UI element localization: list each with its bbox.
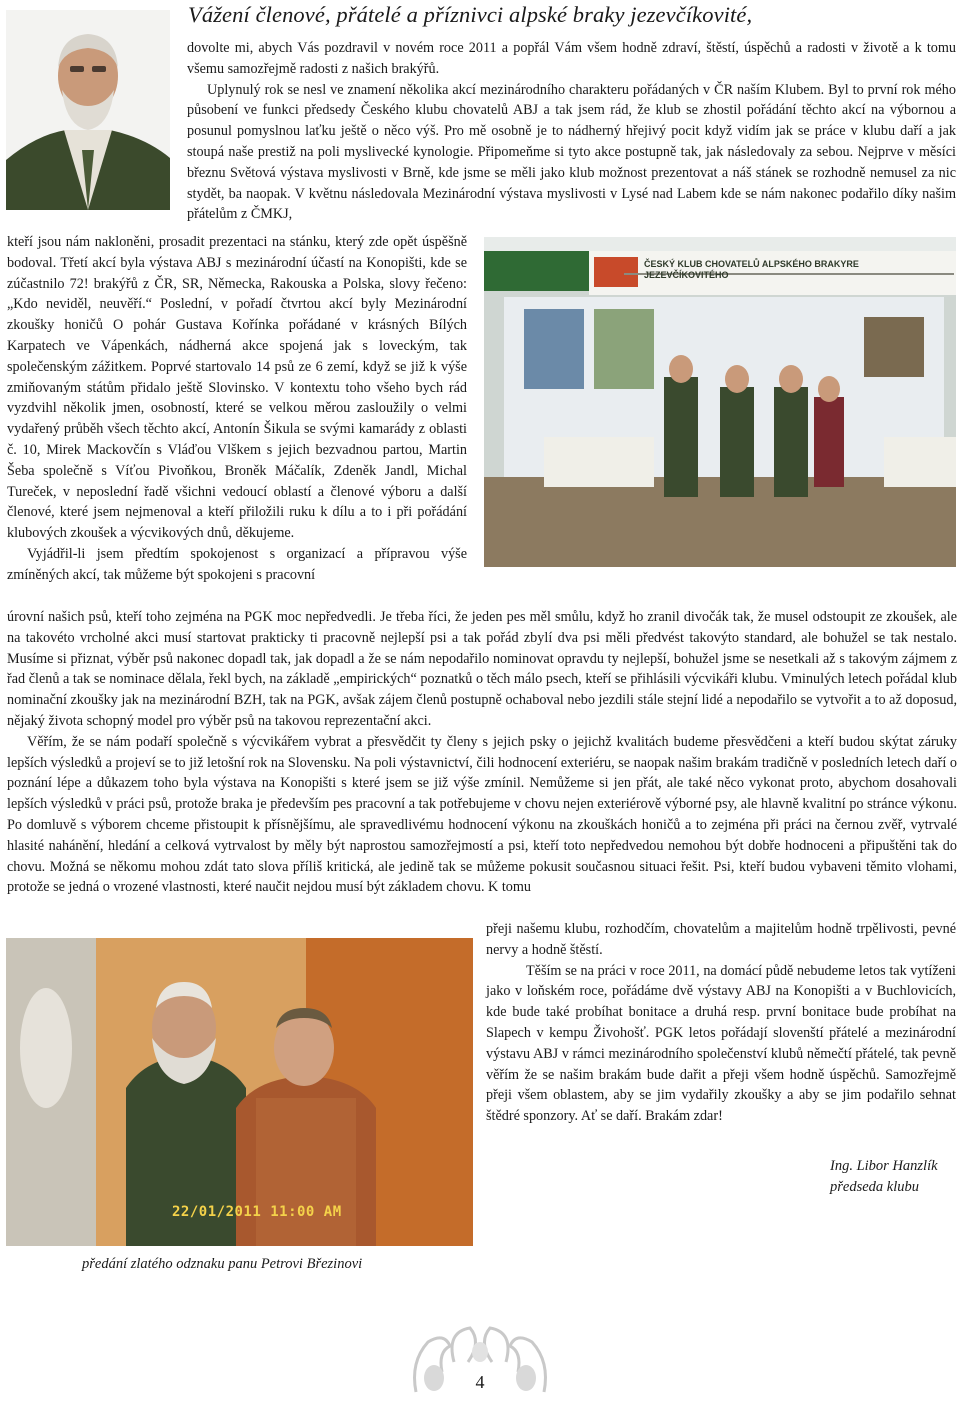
portrait-photo: [6, 10, 170, 210]
left-paragraph-events: kteří jsou nám nakloněni, prosadit prezentaci na stánku, který zde opět úspěšně bodoval. Třetí akcí byla výstava ABJ s mezinárodní účastí na Konopišti, kde se zúčastnilo 72! brakýřů z ČR, SR, Německa, Rakouska a Polska, slovy řečeno: „Kdo neviděl, neuvěří.“ Poslední, v pořadí čtvrtou akcí byly Mezinárodní zkoušky honičů O pohár Gustava Kořínka pořádané v krásných Bílých Karpatech ve Vápenkách, nádherná akce spojená jak s loveckým, tak společenským zážitkem. Poprvé startovalo 14 psů ze 6 zemí, když se již k výše zmiňovaným státům přidalo ještě Slovinsko. V kontextu toho všeho bych rád vyzdvihl několik jmen, osobností, které se velkou měrou zasloužily o velmi vydařený průběh všech těchto akcí, Antonín Šikula se svými kamarády z oblasti č. 10, Mirek Mackovčín s Vláďou Vlškem s jejich bezvadnou partou, Martin Šeba společně s Víťou Pivoňkou, Broněk Máčalík, Zdeněk Jandl, Michal Tureček, v neposlední řadě všichni vedoucí oblastí a členové výboru a další členové, které jsem nejmenoval a kteří přiložili ruku k dílu a to i při pořádání klubových zkoušek a výcvikových dnů, děkujeme.: [7, 234, 467, 542]
booth-illustration: [484, 237, 956, 567]
full-width-text: [7, 607, 957, 898]
signature: [830, 1156, 958, 1197]
award-photo: [6, 938, 473, 1246]
full-paragraph-results: úrovní našich psů, kteří toho zejména na PGK moc nepředvedli. Je třeba říci, že jeden pes měl smůlu, když ho zranil divočák tak, že musel odstoupit ze zkoušek, ale na takovéto vrcholné akci musí startovat prakticky ti pracovně nejlepší psi a tak pořád zbylí dva psi měli předvést takovýto standard, ale bohužel se tak nestalo. Musíme si přiznat, výběr psů nakonec dopadl tak, jak dopadl a že se nám nepodařilo nominovat opravdu ty nejlepší, bohužel jsme se nesetkali až s takovým zájmem z řad členů a tak se nominace dělala, řekl bych, na základě „empirických“ poznatků o těch málo psech, kteří se přihlásili výcvikáři klubu. Vminulých letech pořádal klub nominační zkoušky jak na mezinárodní BZH, tak na PGK, avšak zájem členů postupně ochaboval nebo jezdili stále stejní lidé a nepodařilo se vytvořit a to až doposud, nějaký života schopný model pro výběr psů na takovou reprezentační akci.: [7, 609, 957, 729]
booth-photo: [484, 237, 956, 567]
photo-date-stamp: 22/01/2011 11:00 AM: [172, 1204, 342, 1220]
page-title: Vážení členové, přátelé a příznivci alpské braky jezevčíkovité,: [188, 2, 753, 27]
booth-sign: ČESKÝ KLUB CHOVATELŮ ALPSKÉHO BRAKYRE JEZEVČÍKOVITÉHO: [644, 259, 859, 280]
right-paragraph-plans: Těším se na práci v roce 2011, na domácí půdě nebudeme letos tak vytíženi jako v loňském roce, pořádáme dvě výstavy ABJ na Konopišti a v Buchlovicích, kde bude také probíhat bonitace a druhá resp. první bonitace bude probíhat na Slapech v kempu Živohošť. PGK letos pořádají slovenští přátelé a mezinárodní výstavu ABJ v rámci mezinárodního společenství klubů němečtí přátelé, tak pevně věřím že se našim brakám bude dařit a přeji všem hodně úspěchů. Samozřejmě přeji všem oblastem, aby se jim vydařily zkoušky a aby se jim podařilo sehnat štědré sponzory. Ať se daří. Brakám zdar!: [486, 962, 956, 1125]
right-column-text: [486, 919, 956, 1127]
page-number: 4: [475, 1372, 485, 1392]
intro-paragraph-events: Uplynulý rok se nesl ve znamení několika akcí mezinárodního charakteru pořádaných v ČR naším Klubem. Byl to první rok mého působení ve funkci předsedy Českého klubu chovatelů ABJ a tak jsem rád, že klub se zhostil pořádání těchto akcí na výbornou a posunul pomyslnou laťku ještě o něco výš. Pro mě osobně je to nádherný hřejivý pocit když vidím jak se práce v klubu daří a jak stoupá naše prestiž na poli myslivecké kynologie. Připomeňme si tyto akce postupně tak, jak následovaly za sebou. Nejprve v měsíci březnu Světová výstava myslivosti v Brně, kde jsme se měli jako klub možnost prezentovat a náš stánek se rozhodně nemusel za nic stydět, ba naopak. V květnu následovala Mezinárodní výstava myslivosti v Lysé nad Labem kde se nám nakonec podařilo díky našim přátelům z ČMKJ,: [187, 81, 956, 223]
left-column-text: [7, 232, 467, 586]
signature-name: Ing. Libor Hanzlík: [830, 1158, 938, 1174]
intro-paragraph-greeting: dovolte mi, abych Vás pozdravil v novém roce 2011 a popřál Vám všem hodně zdraví, štěstí, úspěchů a radosti v životě a k tomu všemu samozřejmě radosti z našich brakýřů.: [187, 40, 956, 77]
intro-text: [187, 38, 956, 225]
award-photo-caption: předání zlatého odznaku panu Petrovi Březinovi: [82, 1256, 363, 1272]
full-paragraph-future: Věřím, že se nám podaří společně s výcvikářem vybrat a přesvědčit ty členy s jejich psky o jejichž kvalitách budeme přesvědčeni a kteří budou skýtat záruky lepších výsledků a projeví se to již letošní rok na Slovensku. Na poli výstavnictví, čili hodnocení exteriéru, se naopak našim brakám tradičně v posledních letech daří o poznání lépe a důkazem toho byla výstava na Konopišti s které jsem se již výše zmínil. Nemůžeme si jen přát, ale také něco vykonat proto, abychom dosahovali lepších výsledků v práci psů, protože braka je především pes pracovní a tak potřebujeme v chovu nejen exteriérově výborné psy, ale hlavně kvalitní po stránce výkonu. Po domluvě s výborem chceme přistoupit k přísnějšímu, ale spravedlivému hodnocení výkonu na zkouškách honičů a to zejména při práci na černou zvěř, vytrvalé hlasité nahánění, hledání a celková vytrvalost by měly být naprostou samozřejmostí a psi, kteří toto nepředvedou nemohou být dobře hodnoceni a připuštěni tak do chovu. Možná se někomu mohou zdát tato slova příliš kritická, ale jedině tak se můžeme pokusit současnou situaci řešit. Psi, kteří budou vybaveni těmito vlohami, protože se jedná o vrozené vlastnosti, které naučit nejdou musí být základem chovu. K tomu: [7, 733, 957, 896]
portrait-illustration: [6, 10, 170, 210]
award-illustration: [6, 938, 473, 1246]
signature-role: předseda klubu: [830, 1178, 919, 1195]
right-paragraph-wishes: přeji našemu klubu, rozhodčím, chovatelům a majitelům hodně trpělivosti, pevné nervy a hodně štěstí.: [486, 921, 956, 958]
left-paragraph-satisfaction: Vyjádřil-li jsem předtím spokojenost s organizací a přípravou výše zmíněných akcí, tak můžeme být spokojeni s pracovní: [7, 545, 467, 583]
